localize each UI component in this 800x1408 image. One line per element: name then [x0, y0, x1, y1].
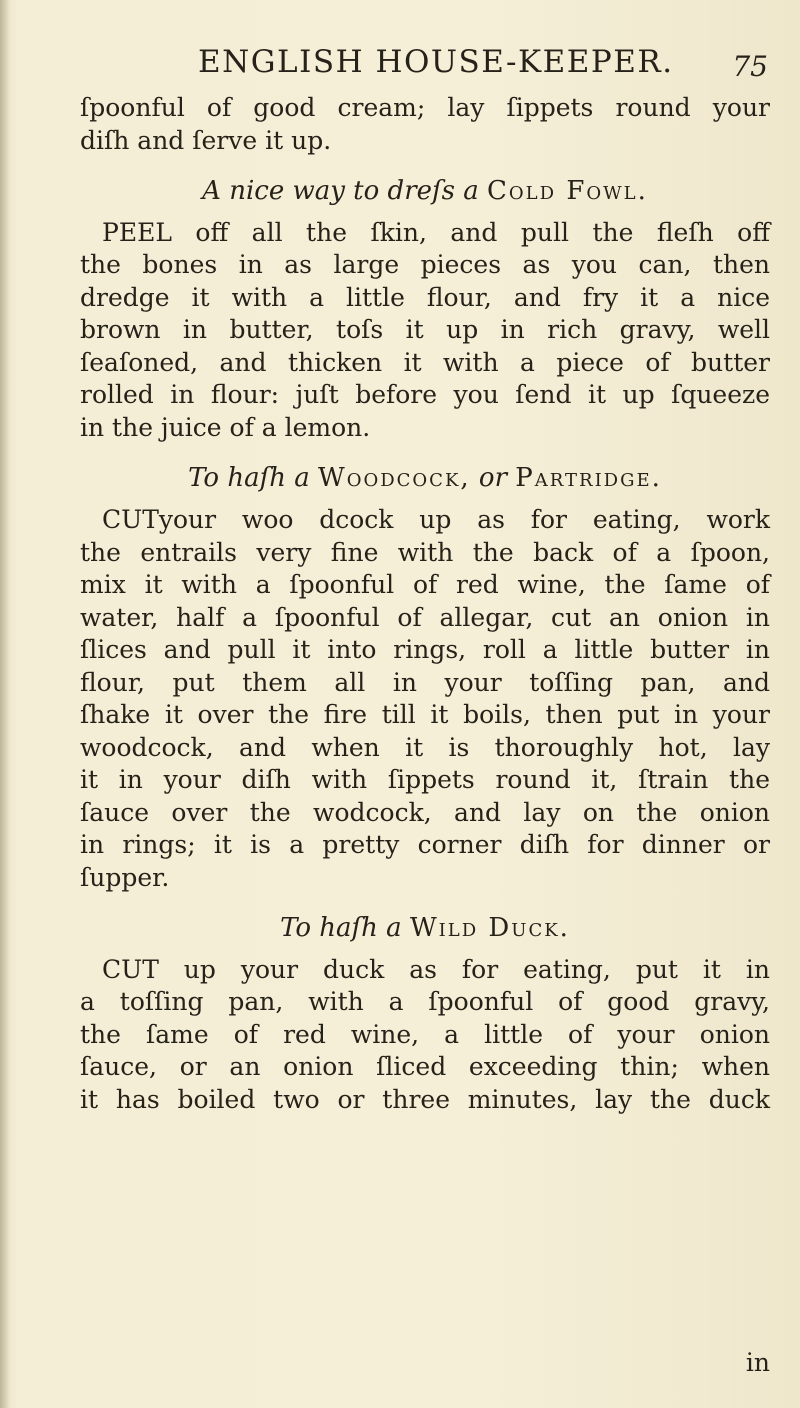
text-line: ſeaſoned, and thicken it with a piece of butter — [80, 347, 770, 377]
text-line: woodcock, and when it is thoroughly hot, lay — [80, 732, 770, 762]
text-line: flour, put them all in your toſſing pan, and — [80, 667, 770, 697]
recipe-paragraph-wild-duck — [80, 954, 770, 1117]
text-line: diſh and ſerve it up. — [80, 125, 332, 155]
continuation-paragraph — [80, 92, 770, 157]
text-line: mix it with a ſpoonful of red wine, the ſame of — [80, 570, 770, 600]
text-line: in the juice of a lemon. — [80, 412, 371, 442]
heading-italic: A nice way to dreſs a — [202, 176, 479, 206]
heading-italic: To haſh a — [280, 913, 402, 944]
text-line: ſhake it over the fire till it boils, then put in your — [80, 700, 770, 730]
text-line: ſpoonful of good cream; lay ſippets round your — [80, 93, 770, 122]
text-line: ſlices and pull it into rings, roll a little butter in — [80, 635, 770, 665]
text-line: PEEL off all the ſkin, and pull the fleſh off — [102, 217, 770, 247]
text-line: rolled in flour: juſt before you ſend it up ſqueeze — [80, 380, 770, 410]
recipe-paragraph-woodcock — [80, 504, 770, 894]
text-line: ſauce over the wodcock, and lay on the onion — [80, 797, 770, 827]
heading-italic: To haſh a — [188, 463, 310, 494]
text-line: in rings; it is a pretty corner diſh for dinner or — [80, 830, 770, 860]
heading-caps: Cold Fowl. — [487, 176, 648, 206]
page-number: 75 — [732, 50, 768, 83]
text-line: water, half a ſpoonful of allegar, cut an onion in — [80, 602, 770, 632]
recipe-heading-wild-duck — [80, 912, 770, 946]
text-line: it has boiled two or three minutes, lay the duck — [80, 1084, 770, 1114]
body-text — [80, 92, 770, 1116]
text-line: the entrails very fine with the back of a ſpoon, — [80, 537, 770, 567]
text-line: ſupper. — [80, 862, 170, 892]
text-line: ſauce, or an onion ſliced exceeding thin; when — [80, 1052, 770, 1082]
gutter-shadow — [0, 0, 10, 1408]
text-line: a toſſing pan, with a ſpoonful of good gravy, — [80, 987, 770, 1017]
heading-caps: Partridge. — [515, 463, 662, 494]
heading-caps: Wild Duck. — [409, 913, 570, 944]
text-line: it in your diſh with ſippets round it, ſtrain the — [80, 765, 770, 795]
text-line: CUTyour woo dcock up as for eating, work — [102, 505, 770, 535]
text-line: dredge it with a little flour, and fry it a nice — [80, 282, 770, 312]
text-line: the bones in as large pieces as you can, then — [80, 250, 770, 280]
heading-or: or — [478, 463, 508, 494]
text-line: the ſame of red wine, a little of your onion — [80, 1019, 770, 1049]
text-line: brown in butter, toſs it up in rich gravy, well — [80, 315, 770, 345]
recipe-heading-woodcock — [80, 462, 770, 496]
recipe-paragraph-cold-fowl — [80, 217, 770, 445]
catchword: in — [745, 1348, 770, 1377]
page-header — [80, 44, 770, 88]
text-line: CUT up your duck as for eating, put it in — [102, 954, 770, 984]
recipe-heading-cold-fowl — [80, 175, 770, 209]
running-head: ENGLISH HOUSE-KEEPER. — [198, 44, 674, 80]
heading-caps: Woodcock, — [317, 463, 471, 494]
